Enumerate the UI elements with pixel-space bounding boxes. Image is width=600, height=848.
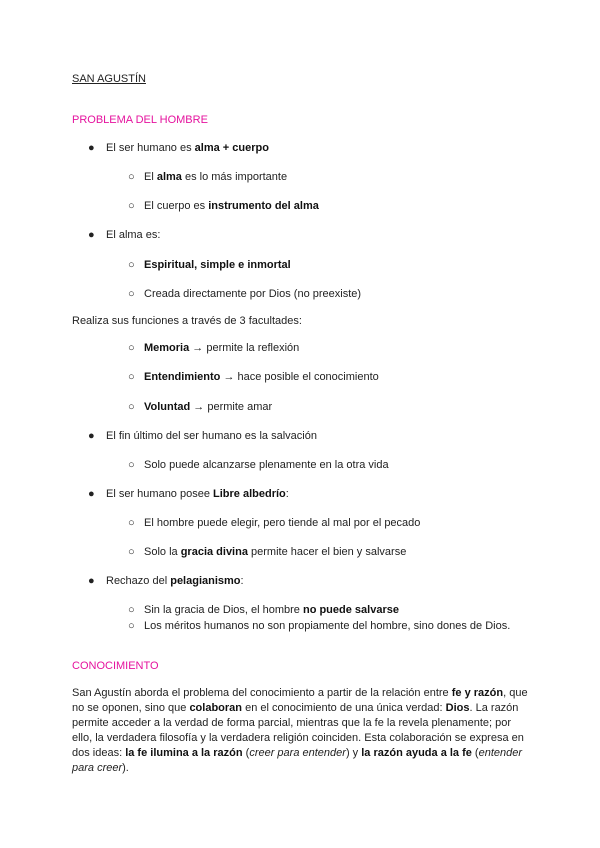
list-item-bold: pelagianismo [170,575,241,587]
list-item-bold: instrumento del alma [208,200,319,212]
list-item-text: Rechazo del [106,575,171,587]
list-item-text: Creada directamente por Dios (no preexiste) [144,288,362,300]
paragraph-text: ( [242,747,250,759]
list-item [128,516,420,530]
list-item-text: permite hacer el bien y salvarse [247,546,407,558]
list-item-text: → permite la reflexión [189,342,300,354]
list-item [128,341,299,355]
circle-bullet-icon: ○ [128,371,135,383]
circle-bullet-icon: ○ [128,604,135,616]
list-item [128,400,272,414]
paragraph-text: ) y [345,747,362,759]
list-item [88,228,160,242]
list-item [128,287,361,301]
paragraph-text: San Agustín aborda el problema del conocimiento a partir de la relación entre [72,687,452,699]
list-item-text: El cuerpo es [144,200,209,212]
list-item-text: Los méritos humanos no son propiamente del hombre, sino dones de Dios. [144,620,511,632]
list-item-text: El hombre puede elegir, pero tiende al mal por el pecado [144,517,421,529]
paragraph-text: ). [122,762,129,774]
circle-bullet-icon: ○ [128,459,135,471]
paragraph-text: . La razón permite acceder a la verdad de forma parcial, mientras que la fe la revela plenamente; por ello, la verdadera filosofía y la verdadera religión coinciden. Esta colaboración se expresa en dos ideas: [72,702,524,759]
list-item-text: El ser humano es [106,142,195,154]
list-item [128,258,291,272]
paragraph-bold: la razón ayuda a la fe [361,747,472,759]
bullet-icon: ● [88,430,95,442]
paragraph-bold: la fe ilumina a la razón [125,747,243,759]
paragraph-bold: Dios [445,702,470,714]
circle-bullet-icon: ○ [128,200,135,212]
list-item [128,545,406,559]
list-item [88,574,244,588]
list-item-text: El ser humano posee [106,488,214,500]
circle-bullet-icon: ○ [128,171,135,183]
list-item-text: Sin la gracia de Dios, el hombre [144,604,303,616]
list-item-text: → hace posible el conocimiento [220,371,379,383]
circle-bullet-icon: ○ [128,620,135,632]
page-title: SAN AGUSTÍN [72,73,146,85]
circle-bullet-icon: ○ [128,259,135,271]
bullet-icon: ● [88,488,95,500]
list-item [128,199,319,213]
list-item-bold: alma + cuerpo [194,142,269,154]
circle-bullet-icon: ○ [128,342,135,354]
paragraph-text: , que no se oponen, sino que [72,687,528,714]
list-item-bold: Voluntad [144,401,191,413]
list-item [128,170,287,184]
list-item-text: El [144,171,157,183]
list-item [88,487,289,501]
list-item-bold: Entendimiento [144,371,221,383]
list-item [128,458,389,472]
list-item-text: es lo más importante [181,171,288,183]
list-item [128,619,510,633]
circle-bullet-icon: ○ [128,401,135,413]
list-item-bold: no puede salvarse [302,604,399,616]
circle-bullet-icon: ○ [128,546,135,558]
paragraph-conocimiento [72,686,532,776]
list-item-text: : [240,575,244,587]
bullet-icon: ● [88,575,95,587]
list-item-text: → permite amar [190,401,273,413]
list-item-bold: alma [156,171,182,183]
list-item-bold: gracia divina [180,546,248,558]
section-heading-conocimiento: CONOCIMIENTO [72,660,159,672]
list-item [88,141,269,155]
list-item-text: Solo puede alcanzarse plenamente en la otra vida [144,459,389,471]
bullet-icon: ● [88,229,95,241]
paragraph-italic: creer para entender [249,747,346,759]
list-item [88,429,317,443]
bullet-icon: ● [88,142,95,154]
list-item [128,603,399,617]
circle-bullet-icon: ○ [128,517,135,529]
paragraph-bold: colaboran [189,702,243,714]
list-item-text: El fin último del ser humano es la salvación [106,430,317,442]
paragraph-bold: fe y razón [451,687,504,699]
list-item-text: : [285,488,289,500]
list-item-bold: Memoria [144,342,190,354]
list-item [128,370,379,384]
list-item-bold: Espiritual, simple e inmortal [144,259,291,271]
paragraph-text: ( [471,747,479,759]
list-item-text: Solo la [144,546,181,558]
section-heading-problema: PROBLEMA DEL HOMBRE [72,114,208,126]
paragraph-text: en el conocimiento de una única verdad: [242,702,446,714]
paragraph-italic: entender para creer [72,747,523,774]
faculties-intro: Realiza sus funciones a través de 3 facultades: [72,315,302,327]
circle-bullet-icon: ○ [128,288,135,300]
list-item-text: El alma es: [106,229,161,241]
list-item-bold: Libre albedrío [213,488,286,500]
